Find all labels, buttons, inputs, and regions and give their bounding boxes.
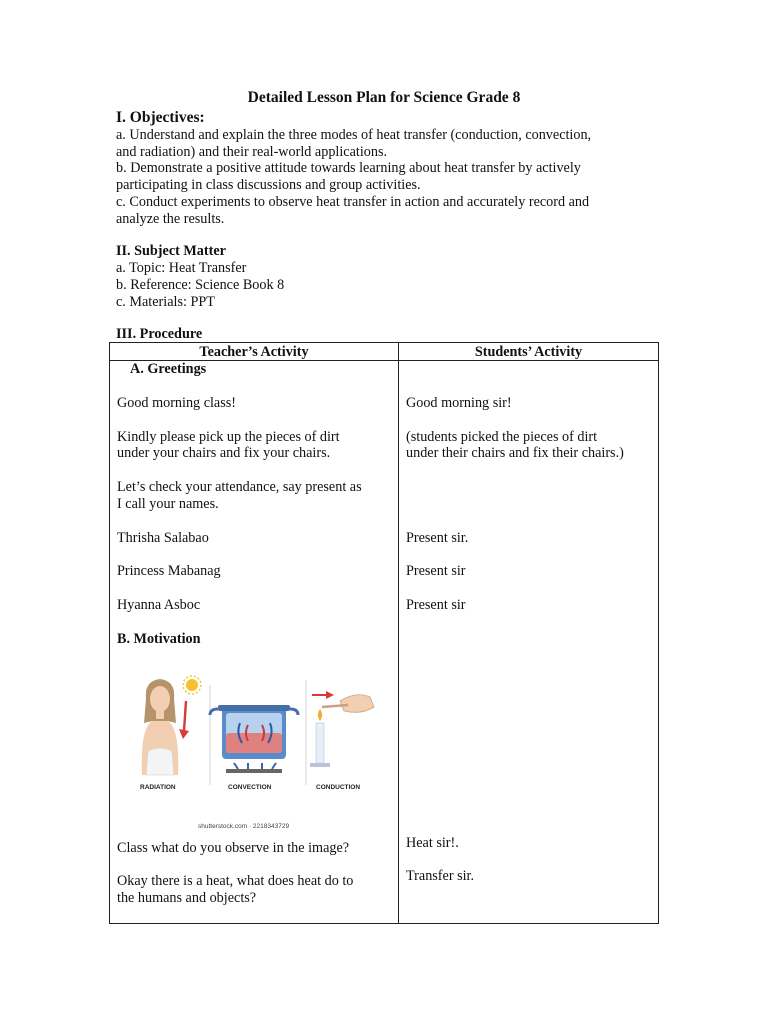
woman-figure-icon <box>142 679 179 775</box>
teacher-line: Good morning class! <box>117 395 237 411</box>
student-name: Hyanna Asboc <box>117 596 201 613</box>
subject-materials: c. Materials: PPT <box>116 293 215 310</box>
student-response: Present sir <box>406 596 466 613</box>
lesson-plan-page <box>116 88 656 343</box>
teacher-line: under your chairs and fix your chairs. <box>117 445 331 462</box>
objective-line: analyze the results. <box>116 210 225 227</box>
hand-candle-conduction-icon <box>310 691 374 767</box>
convection-label: CONVECTION <box>228 783 272 791</box>
student-name: Princess Mabanag <box>117 563 221 580</box>
student-response: Present sir. <box>406 529 469 546</box>
objective-line: c. Conduct experiments to observe heat transfer in action and accurately record and <box>116 193 590 210</box>
procedure-table <box>109 342 659 924</box>
objective-line: and radiation) and their real-world applications. <box>116 143 388 160</box>
student-response: Transfer sir. <box>406 868 475 885</box>
student-response: Heat sir!. <box>406 834 459 851</box>
teacher-activity-header: Teacher’s Activity <box>110 343 399 361</box>
subject-reference: b. Reference: Science Book 8 <box>116 276 285 293</box>
procedure-heading: III. Procedure <box>116 326 203 343</box>
objective-line: b. Demonstrate a positive attitude towards learning about heat transfer by actively <box>116 160 581 177</box>
document-title: Detailed Lesson Plan for Science Grade 8 <box>247 89 521 106</box>
teacher-line: Okay there is a heat, what does heat do to <box>117 873 354 890</box>
objective-line: participating in class discussions and group activities. <box>116 177 421 194</box>
subject-matter-heading: II. Subject Matter <box>116 243 226 260</box>
pot-convection-icon <box>210 705 298 773</box>
objectives-heading: I. Objectives: <box>116 109 205 126</box>
subject-topic: a. Topic: Heat Transfer <box>116 260 247 277</box>
student-response: (students picked the pieces of dirt <box>406 428 598 445</box>
conduction-label: CONDUCTION <box>316 783 361 791</box>
image-credit: shutterstock.com · 2218343729 <box>198 822 290 830</box>
teacher-line: I call your names. <box>117 495 219 512</box>
greetings-label: A. Greetings <box>130 361 207 377</box>
teacher-line: Let’s check your attendance, say present as <box>117 479 362 496</box>
teacher-line: Class what do you observe in the image? <box>117 839 350 856</box>
teacher-line: Kindly please pick up the pieces of dirt <box>117 428 340 445</box>
teacher-line: the humans and objects? <box>117 890 257 907</box>
students-activity-cell <box>399 361 659 924</box>
student-response: under their chairs and fix their chairs.) <box>406 445 624 462</box>
radiation-label: RADIATION <box>140 783 176 791</box>
student-name: Thrisha Salabao <box>117 529 209 546</box>
motivation-label: B. Motivation <box>117 630 201 647</box>
heat-transfer-illustration <box>130 665 380 835</box>
objective-line: a. Understand and explain the three modes of heat transfer (conduction, convection, <box>116 127 592 143</box>
student-response: Present sir <box>406 563 466 580</box>
sun-icon <box>183 676 201 694</box>
student-response: Good morning sir! <box>406 395 512 411</box>
radiation-arrow-icon <box>184 701 186 731</box>
students-activity-header: Students’ Activity <box>399 343 659 361</box>
teacher-activity-cell <box>110 361 399 924</box>
